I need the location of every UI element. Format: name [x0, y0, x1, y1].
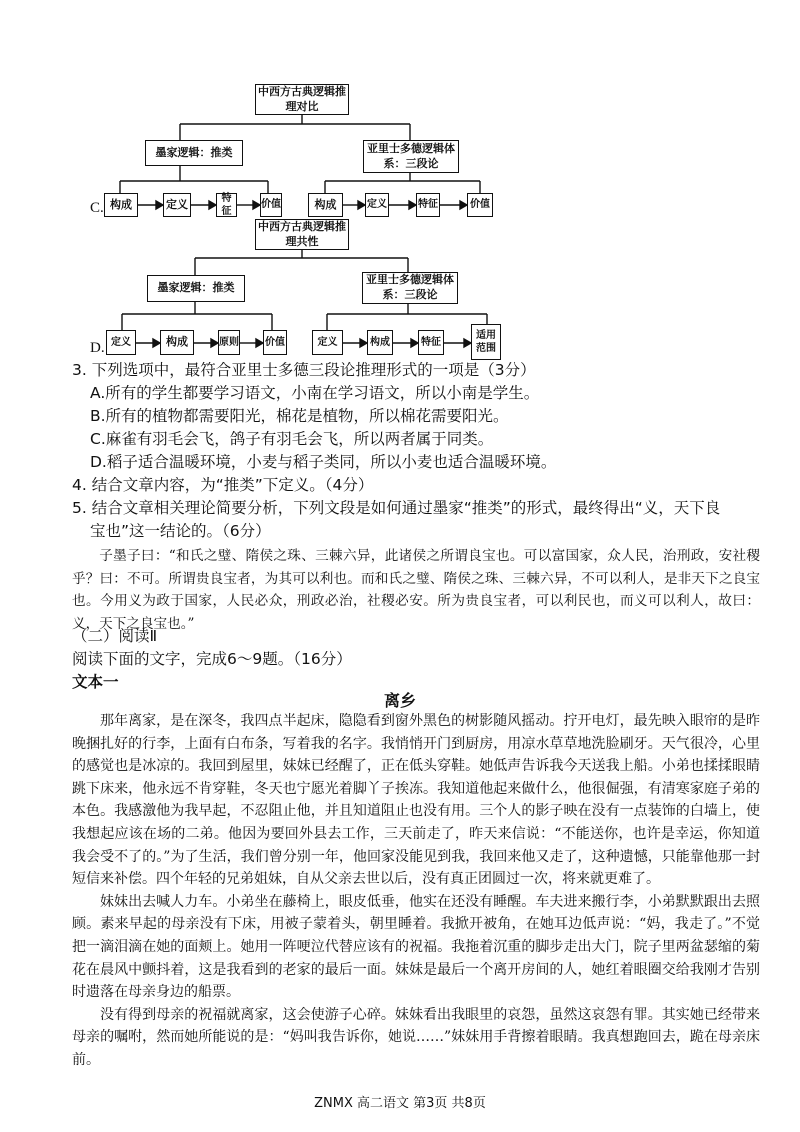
essay-paragraph: 那年离家，是在深冬，我四点半起床，隐隐看到窗外黑色的树影随风摇动。拧开电灯，最先映入眼帘的是昨晚捆扎好的行李，上面有白布条，写着我的名字。我悄悄开门到厨房，用凉水草草地洗脸刷牙。天气很冷，心里的感觉也是冰凉的。我回到屋里，妹妹已经醒了，正在低头穿鞋。她低声告诉我今天送我上船。小弟也揉揉眼睛跳下床来，他永远不肯穿鞋，冬天也宁愿光着脚丫子挨冻。我知道他起来做什么，他很倔强，有清寒家庭子弟的本色。我感激他为我早起，不忍阻止他，并且知道阻止也没有用。三个人的影子映在没有一点装饰的白墙上，使我想起应该在场的二弟。他因为要回外县去工作，三天前走了，昨天来信说：“不能送你，也许是幸运，你知道我会受不了的。”为了生活，我们曾分别一年，他回家没能见到我，我回来他又走了，这种遗憾，只能靠他那一封短信来补偿。四个年轻的兄弟姐妹，自从父亲去世以后，没有真正团圆过一次，将来就更难了。: [72, 713, 760, 888]
essay-paragraph: 妹妹出去喊人力车。小弟坐在藤椅上，眼皮低垂，他实在还没有睡醒。车夫进来搬行李，小弟默默跟出去照顾。素来早起的母亲没有下床，用被子蒙着头，朝里睡着。我掀开被角，在她耳边低声说：“妈，我走了。”不觉把一滴泪滴在她的面颊上。她用一阵哽泣代替应该有的祝福。我拖着沉重的脚步走出大门，院子里两盆瑟缩的菊花在晨风中颤抖着，这是我看到的老家的最后一面。妹妹是最后一个离开房间的人，她红着眼圈交给我刚才告别时遗落在母亲身边的船票。: [72, 893, 760, 1001]
section-heading: （二）阅读Ⅱ: [72, 627, 158, 645]
diagram-c-left-step: 价值: [260, 193, 282, 217]
diagram-d-right-step: 适用范围: [471, 324, 501, 360]
option-d-label: D.: [90, 340, 105, 356]
question-5-line-1: 5. 结合文章相关理论简要分析，下列文段是如何通过墨家“推类”的形式，最终得出“义，天下良: [72, 499, 721, 517]
diagram-c-right-step: 定义: [365, 193, 389, 217]
diagram-d-right-node: 亚里士多德逻辑体系：三段论: [362, 272, 458, 304]
question-3-option-b: B.所有的植物都需要阳光，棉花是植物，所以棉花需要阳光。: [90, 407, 509, 425]
diagram-d-right-step: 构成: [367, 330, 393, 355]
question-4: 4. 结合文章内容，为“推类”下定义。（4分）: [72, 476, 374, 494]
reading-instruction: 阅读下面的文字，完成6～9题。（16分）: [72, 650, 352, 668]
question-3-option-c: C.麻雀有羽毛会飞，鸽子有羽毛会飞，所以两者属于同类。: [90, 430, 494, 448]
diagram-c-right-step: 价值: [467, 193, 493, 217]
question-5-line-2: 宝也”这一结论的。（6分）: [90, 522, 271, 540]
essay-title: 离乡: [383, 691, 416, 710]
option-c-label: C.: [90, 200, 104, 216]
question-3-option-d: D.稻子适合温暖环境，小麦与稻子类同，所以小麦也适合温暖环境。: [90, 453, 557, 471]
page-footer: ZNMX 高二语文 第3页 共8页: [314, 1096, 486, 1111]
diagram-d-left-step: 构成: [160, 330, 194, 355]
diagram-d-left-node: 墨家逻辑：推类: [147, 275, 245, 302]
diagram-d-left-step: 价值: [263, 330, 287, 355]
mozi-quote-text: 子墨子曰：“和氏之璧、隋侯之珠、三棘六异，此诸侯之所谓良宝也。可以富国家，众人民，治刑政，安社稷乎？曰：不可。所谓贵良宝者，为其可以利也。而和氏之璧、隋侯之珠、三棘六异，不可以利人，是非天下之良宝也。今用义为政于国家，人民必众，刑政必治，社稷必安。所为贵良宝者，可以利民也，而义可以利人，故曰：义，天下之良宝也。”: [72, 548, 760, 632]
diagram-d-left-step: 原则: [218, 330, 240, 355]
question-3-stem: 3. 下列选项中，最符合亚里士多德三段论推理形式的一项是（3分）: [72, 361, 536, 379]
diagram-c-right-node: 亚里士多德逻辑体系：三段论: [363, 140, 459, 173]
diagram-d-right-step: 定义: [312, 330, 343, 355]
text-one-label: 文本一: [72, 673, 119, 691]
question-5: [72, 497, 762, 543]
essay-paragraph: 没有得到母亲的祝福就离家，这会使游子心碎。妹妹看出我眼里的哀怨，虽然这哀怨有罪。其实她已经带来母亲的嘱咐，然而她所能说的是：“妈叫我告诉你，她说……”妹妹用手背擦着眼睛。我真想跑回去，跪在母亲床前。: [72, 1006, 760, 1068]
diagram-d-right-step: 特征: [418, 330, 444, 355]
question-3-option-a: A.所有的学生都要学习语文，小南在学习语文，所以小南是学生。: [90, 384, 540, 402]
diagram-c-right-step: 特征: [416, 193, 440, 217]
diagram-c-left-step: 定义: [163, 193, 191, 217]
mozi-quote: [72, 545, 760, 635]
diagram-c-left-node: 墨家逻辑：推类: [145, 140, 243, 166]
question-3: [72, 359, 762, 474]
diagram-c-right-step: 构成: [308, 193, 343, 217]
diagram-c-left-step: 特征: [216, 193, 237, 217]
diagram-c-left-step: 构成: [104, 193, 138, 217]
essay-body: [72, 710, 760, 1072]
diagram-c-root: 中西方古典逻辑推理对比: [255, 84, 349, 115]
diagram-connectors: [0, 0, 800, 360]
diagram-d-left-step: 定义: [106, 330, 136, 355]
diagram-d-root: 中西方古典逻辑推理共性: [255, 219, 349, 250]
